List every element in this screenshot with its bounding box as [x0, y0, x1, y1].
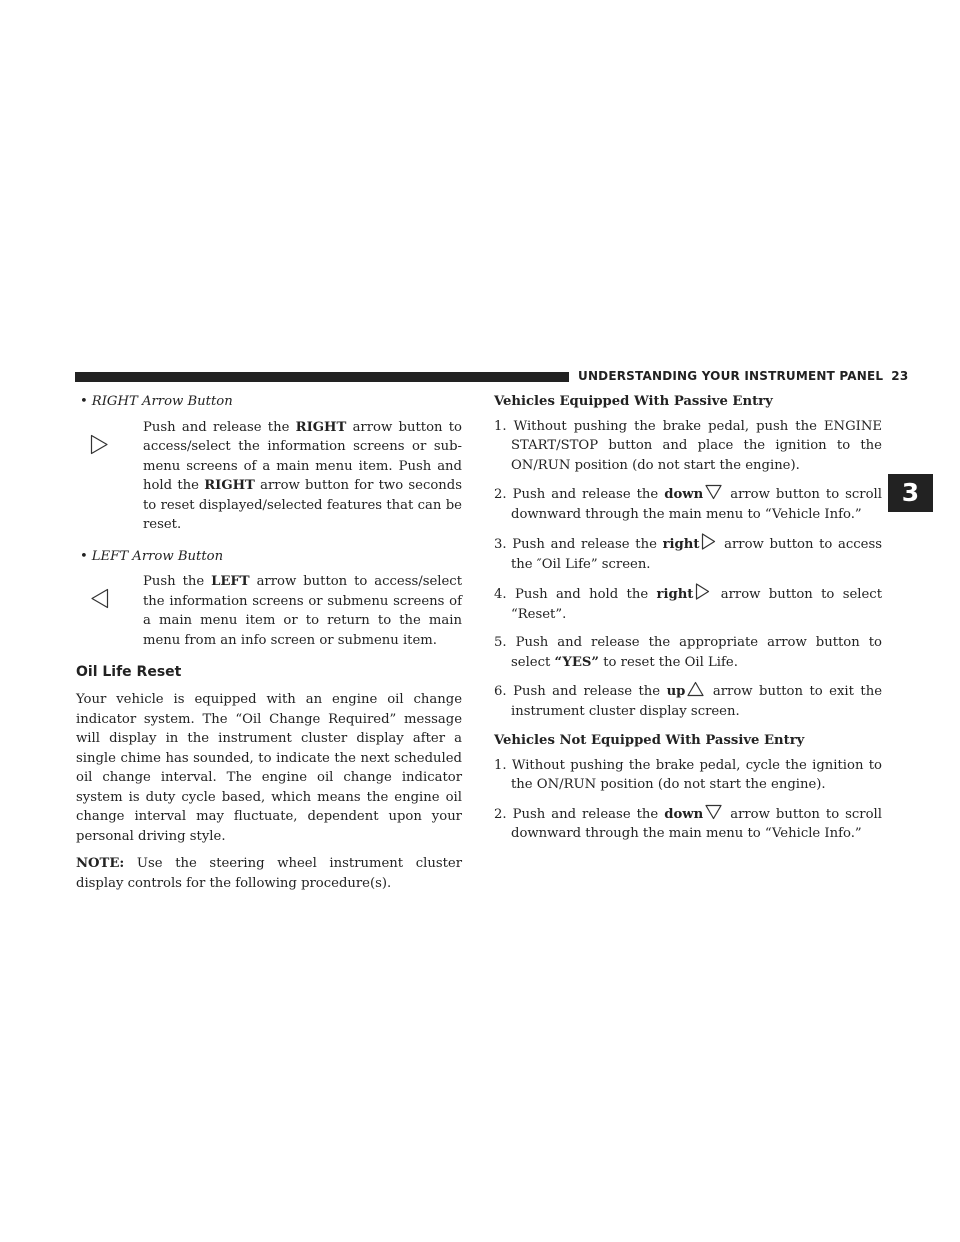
- header-rule: [75, 372, 569, 382]
- non-passive-entry-heading: Vehicles Not Equipped With Passive Entry: [494, 733, 805, 748]
- right-arrow-description: Push and release the RIGHT arrow button to access/select the information screens or sub-menu screens of a main menu item. Push and hold the RIGHT arrow button for two seconds to reset displayed/selected features that can be reset.: [143, 419, 462, 532]
- right-arrow-icon: [695, 583, 710, 600]
- right-arrow-icon: [701, 533, 716, 550]
- list-item: 1. Without pushing the brake pedal, cycle the ignition to the ON/RUN position (do not start the engine).: [494, 757, 882, 792]
- list-item: 2. Push and release the down arrow button to scroll downward through the main menu to “Vehicle Info.”: [494, 484, 882, 524]
- list-item: 4. Push and hold the right arrow button to select “Reset”.: [494, 583, 882, 624]
- passive-entry-heading: Vehicles Equipped With Passive Entry: [494, 394, 773, 409]
- note-paragraph: [76, 854, 462, 893]
- chapter-tab: 3: [888, 474, 933, 512]
- list-item: 1. Without pushing the brake pedal, push the ENGINE START/STOP button and place the ignition to the ON/RUN position (do not start the engine).: [494, 418, 882, 473]
- left-arrow-bullet: [76, 547, 462, 567]
- left-arrow-title: LEFT Arrow Button: [91, 548, 224, 564]
- right-arrow-bullet: [76, 392, 462, 412]
- left-column: [76, 392, 462, 893]
- bullet-dot: •: [80, 548, 88, 564]
- right-arrow-block: [76, 418, 462, 535]
- section-heading: Oil Life Reset: [76, 664, 182, 680]
- running-header-title: UNDERSTANDING YOUR INSTRUMENT PANEL: [578, 369, 884, 383]
- list-item: 6. Push and release the up arrow button to exit the instrument cluster display screen.: [494, 681, 882, 721]
- page-number: 23: [891, 369, 909, 383]
- left-arrow-icon: [90, 588, 109, 609]
- right-column: [494, 392, 882, 844]
- up-arrow-icon: [687, 681, 704, 697]
- down-arrow-icon: [705, 804, 722, 820]
- list-item: 2. Push and release the down arrow button to scroll downward through the main menu to “Vehicle Info.”: [494, 804, 882, 844]
- right-arrow-icon: [90, 434, 109, 455]
- bullet-dot: •: [80, 394, 88, 409]
- running-header: [578, 369, 908, 383]
- left-arrow-block: [76, 572, 462, 650]
- right-arrow-title: RIGHT Arrow Button: [91, 394, 233, 409]
- down-arrow-icon: [705, 484, 722, 500]
- left-arrow-description: Push the LEFT arrow button to access/select the information screens or submenu screens of a main menu item or to return to the main menu from an info screen or submenu item.: [143, 574, 462, 648]
- note-text: Use the steering wheel instrument cluster display controls for the following procedure(s).: [76, 856, 462, 891]
- list-item: 3. Push and release the right arrow button to access the ″Oil Life” screen.: [494, 533, 882, 574]
- oil-life-paragraph: Your vehicle is equipped with an engine oil change indicator system. The “Oil Change Required” message will display in the instrument cluster display after a single chime has sounded, to indicate the next scheduled oil change interval. The engine oil change indicator system is duty cycle based, which means the engine oil change interval may fluctuate, dependent upon your personal driving style.: [76, 692, 462, 844]
- note-label: NOTE:: [76, 856, 125, 871]
- list-item: 5. Push and release the appropriate arrow button to select “YES” to reset the Oil Life.: [494, 635, 882, 670]
